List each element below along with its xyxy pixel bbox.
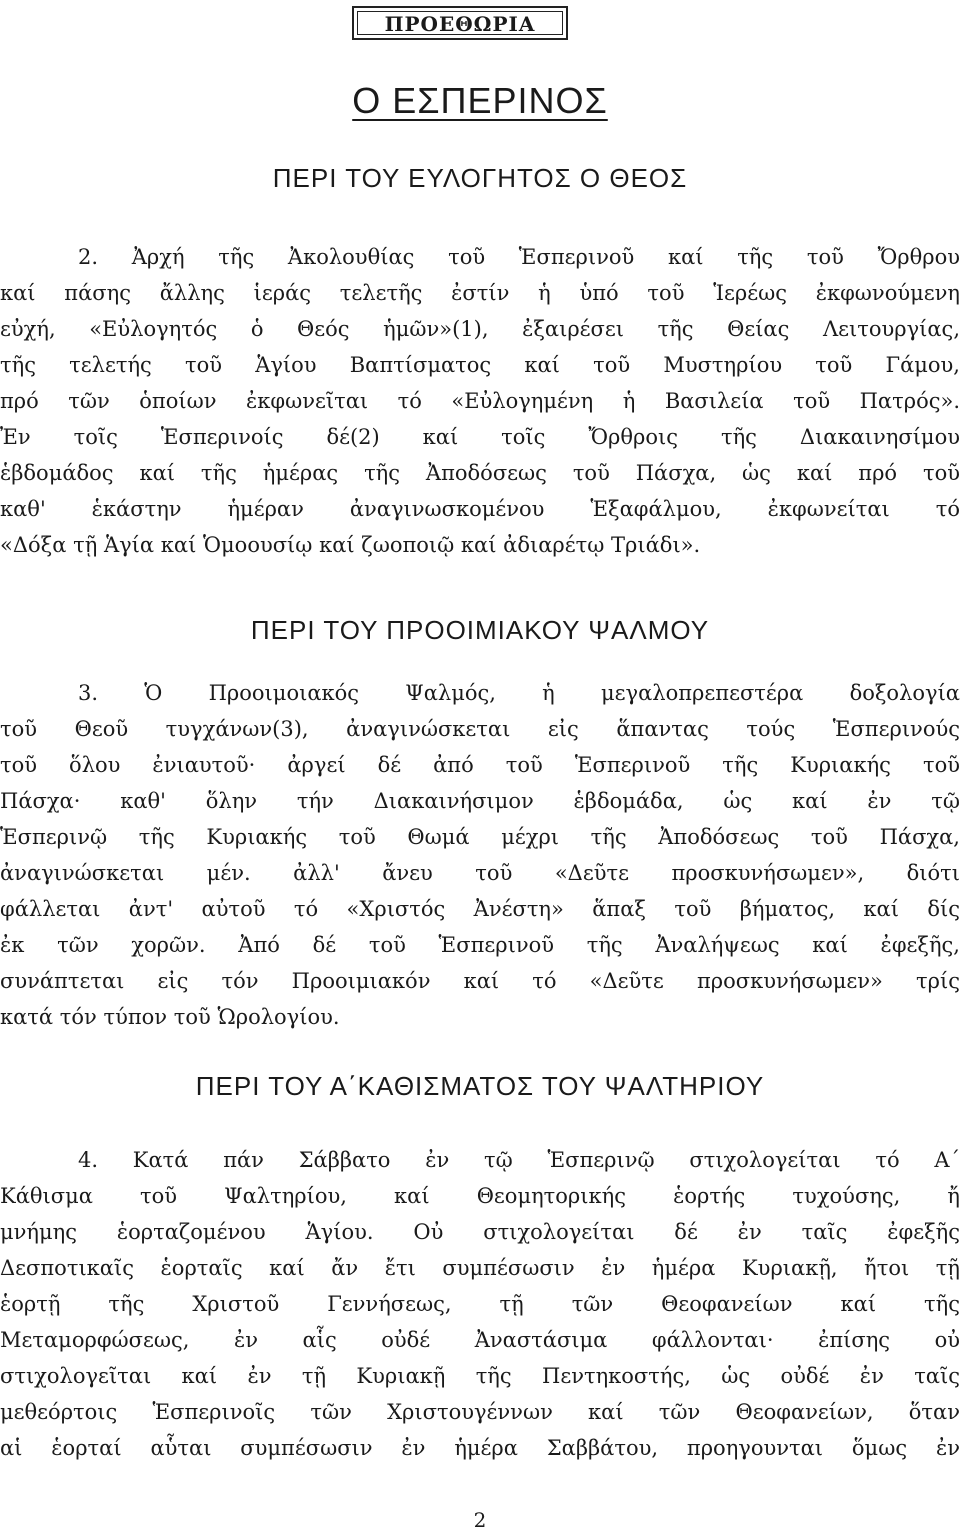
- text-line: 2. Ἀρχή τῆς Ἀκολουθίας τοῦ Ἑσπερινοῦ καί τῆς τοῦ Ὄρθρου: [78, 245, 960, 269]
- text-line: στιχολογεῖται καί ἐν τῇ Κυριακῇ τῆς Πεντηκοστής, ὡς οὐδέ ἐν ταῖς: [0, 1364, 960, 1388]
- text-line: καθ' ἑκάστην ἡμέραν ἀναγινωσκομένου Ἑξαφάλμου, ἐκφωνείται τό: [0, 497, 960, 521]
- text-line: 4. Κατά πάν Σάββατο ἐν τῷ Ἑσπερινῷ στιχολογείται τό Α΄: [78, 1148, 960, 1172]
- text-line: πρό τῶν ὁποίων ἐκφωνεῖται τό «Εὐλογημένη ἡ Βασιλεία τοῦ Πατρός».: [0, 389, 960, 413]
- section-heading-blessed: ΠΕΡΙ ΤΟΥ ΕΥΛΟΓΗΤΟΣ Ο ΘΕΟΣ: [272, 163, 688, 193]
- text-line: 3. Ὁ Προοιμοιακός Ψαλμός, ἡ μεγαλοπρεπεστέρα δοξολογία: [78, 681, 960, 705]
- text-line: Κάθισμα τοῦ Ψαλτηρίου, καί Θεομητορικής ἑορτής τυχούσης, ἤ: [0, 1184, 960, 1208]
- text-line: καί πάσης ἄλλης ἱεράς τελετῆς ἐστίν ἡ ὑπό τοῦ Ἱερέως ἐκφωνούμενη: [0, 281, 960, 305]
- text-line: Ἑσπερινῷ τῆς Κυριακής τοῦ Θωμά μέχρι τῆς Ἀποδόσεως τοῦ Πάσχα,: [0, 825, 960, 849]
- header-frame: [352, 6, 568, 40]
- text-line: ἀναγινώσκεται μέν. ἀλλ' ἄνευ τοῦ «Δεῦτε προσκυνήσωμεν», διότι: [0, 861, 960, 885]
- text-line: τοῦ Θεοῦ τυγχάνων(3), ἀναγινώσκεται εἰς ἅπαντας τούς Ἑσπερινούς: [0, 717, 960, 741]
- section-heading-psalm: ΠΕΡΙ ΤΟΥ ΠΡΟΟΙΜΙΑΚΟΥ ΨΑΛΜΟΥ: [250, 615, 710, 645]
- text-line: τῆς τελετής τοῦ Ἁγίου Βαπτίσματος καί τοῦ Μυστηρίου τοῦ Γάμου,: [0, 353, 960, 377]
- page-number: 2: [473, 1508, 487, 1532]
- text-line: ἑορτῇ τῆς Χριστοῦ Γεννήσεως, τῇ τῶν Θεοφανείων καί τῆς: [0, 1292, 960, 1316]
- text-line: εὐχή, «Εὐλογητός ὁ Θεός ἡμῶν»(1), ἐξαιρέσει τῆς Θείας Λειτουργίας,: [0, 317, 960, 341]
- text-line: συνάπτεται εἰς τόν Προοιμιακόν καί τό «Δεῦτε προσκυνήσωμεν» τρίς: [0, 969, 960, 993]
- text-line: Δεσποτικαῖς ἑορταῖς καί ἄν ἔτι συμπέσωσιν ἐν ἡμέρα Κυριακῇ, ἤτοι τῇ: [0, 1256, 960, 1280]
- text-line: Ἐν τοῖς Ἑσπερινοίς δέ(2) καί τοῖς Ὄρθροις τῆς Διακαινησίμου: [0, 425, 960, 449]
- header-label: ΠΡΟΕΘΩΡΙΑ: [384, 12, 536, 36]
- section-heading-kathisma: ΠΕΡΙ ΤΟΥ Α΄ΚΑΘΙΣΜΑΤΟΣ ΤΟΥ ΨΑΛΤΗΡΙΟΥ: [195, 1071, 765, 1101]
- text-line: μνήμης ἑορταζομένου Ἁγίου. Οὐ στιχολογείται δέ ἐν ταῖς ἐφεξῆς: [0, 1220, 960, 1244]
- text-line: αἱ ἑορταί αὗται συμπέσωσιν ἐν ἡμέρα Σαββάτου, προηγουνται ὅμως ἐν: [0, 1436, 960, 1460]
- text-line: Πάσχα· καθ' ὅλην τήν Διακαινήσιμον ἑβδομάδα, ὡς καί ἐν τῷ: [0, 789, 960, 813]
- text-line: ἑβδομάδος καί τῆς ἡμέρας τῆς Ἀποδόσεως τοῦ Πάσχα, ὡς καί πρό τοῦ: [0, 461, 960, 485]
- text-line: κατά τόν τύπον τοῦ Ὡρολογίου.: [0, 1005, 340, 1029]
- text-line: μεθεόρτοις Ἑσπερινοῖς τῶν Χριστουγέννων καί τῶν Θεοφανείων, ὅταν: [0, 1400, 960, 1424]
- text-line: «Δόξα τῇ Ἁγία καί Ὁμοουσίῳ καί ζωοποιῷ καί ἀδιαρέτῳ Τριάδι».: [0, 533, 701, 557]
- page-title: Ο ΕΣΠΕΡΙΝΟΣ: [352, 80, 608, 121]
- text-line: φάλλεται ἀντ' αὐτοῦ τό «Χριστός Ἀνέστη» ἅπαξ τοῦ βήματος, καί δίς: [0, 897, 960, 921]
- text-line: Μεταμορφώσεως, ἐν αἷς οὐδέ Ἀναστάσιμα φάλλονται· ἐπίσης οὐ: [0, 1328, 960, 1352]
- text-line: τοῦ ὅλου ἐνιαυτοῦ· ἀργεί δέ ἀπό τοῦ Ἑσπερινοῦ τῆς Κυριακής τοῦ: [0, 753, 960, 777]
- text-line: ἐκ τῶν χορῶν. Ἀπό δέ τοῦ Ἑσπερινοῦ τῆς Ἀναλήψεως καί ἐφεξῆς,: [0, 933, 960, 957]
